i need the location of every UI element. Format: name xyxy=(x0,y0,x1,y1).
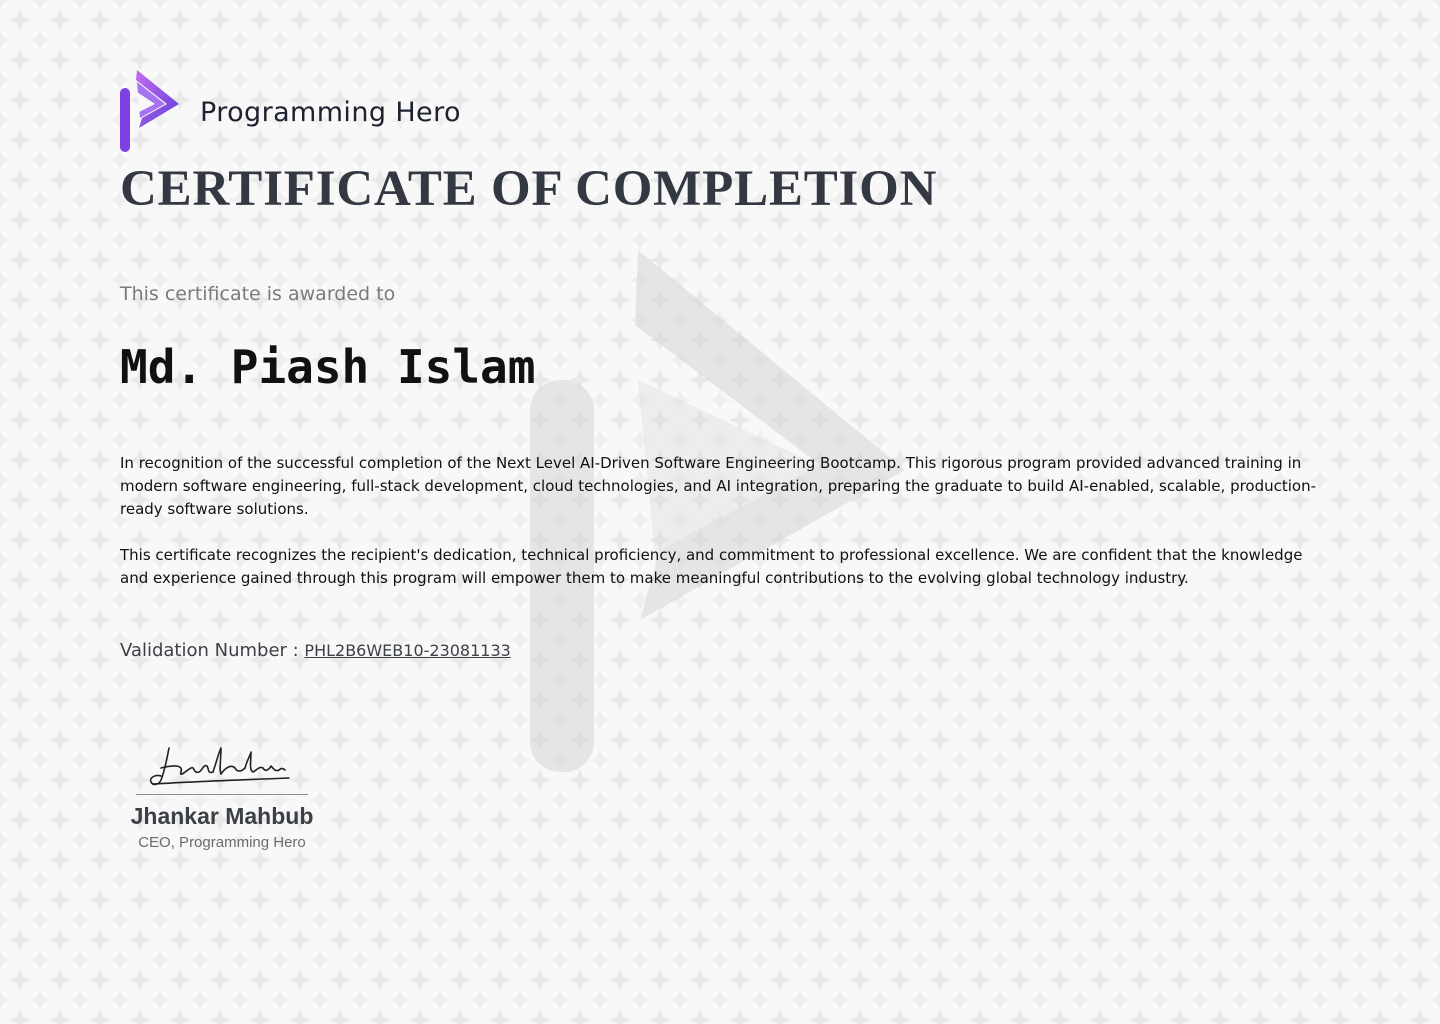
awarded-to-label: This certificate is awarded to xyxy=(120,283,396,305)
recipient-name: Md. Piash Islam xyxy=(120,340,536,394)
signature-line xyxy=(136,794,308,795)
certificate-recognition-paragraph: This certificate recognizes the recipient's dedication, technical proficiency, and commitment to professional excellence. We are confident that the knowledge and experience gained through this program will empower them to make meaningful contributions to the evolving global technology industry. xyxy=(120,546,1303,587)
programming-hero-logo-icon xyxy=(120,70,180,152)
certificate-description-paragraph: In recognition of the successful completion of the Next Level AI-Driven Software Engineering Bootcamp. This rigorous program provided advanced training in modern software engineering, full-stack development, cloud technologies, and AI integration, preparing the graduate to build AI-enabled, scalable, production-ready software solutions. xyxy=(120,454,1317,518)
validation-row xyxy=(120,640,511,661)
signer-name: Jhankar Mahbub xyxy=(130,803,314,829)
certificate-title: CERTIFICATE OF COMPLETION xyxy=(120,161,938,217)
brand-header xyxy=(120,70,461,152)
brand-name: Programming Hero xyxy=(200,96,461,128)
validation-label: Validation Number : xyxy=(120,640,305,661)
handwritten-signature xyxy=(147,738,297,792)
signature-block xyxy=(120,738,324,851)
validation-number-link[interactable]: PHL2B6WEB10-23081133 xyxy=(304,641,511,660)
signer-title: CEO, Programming Hero xyxy=(138,834,306,851)
